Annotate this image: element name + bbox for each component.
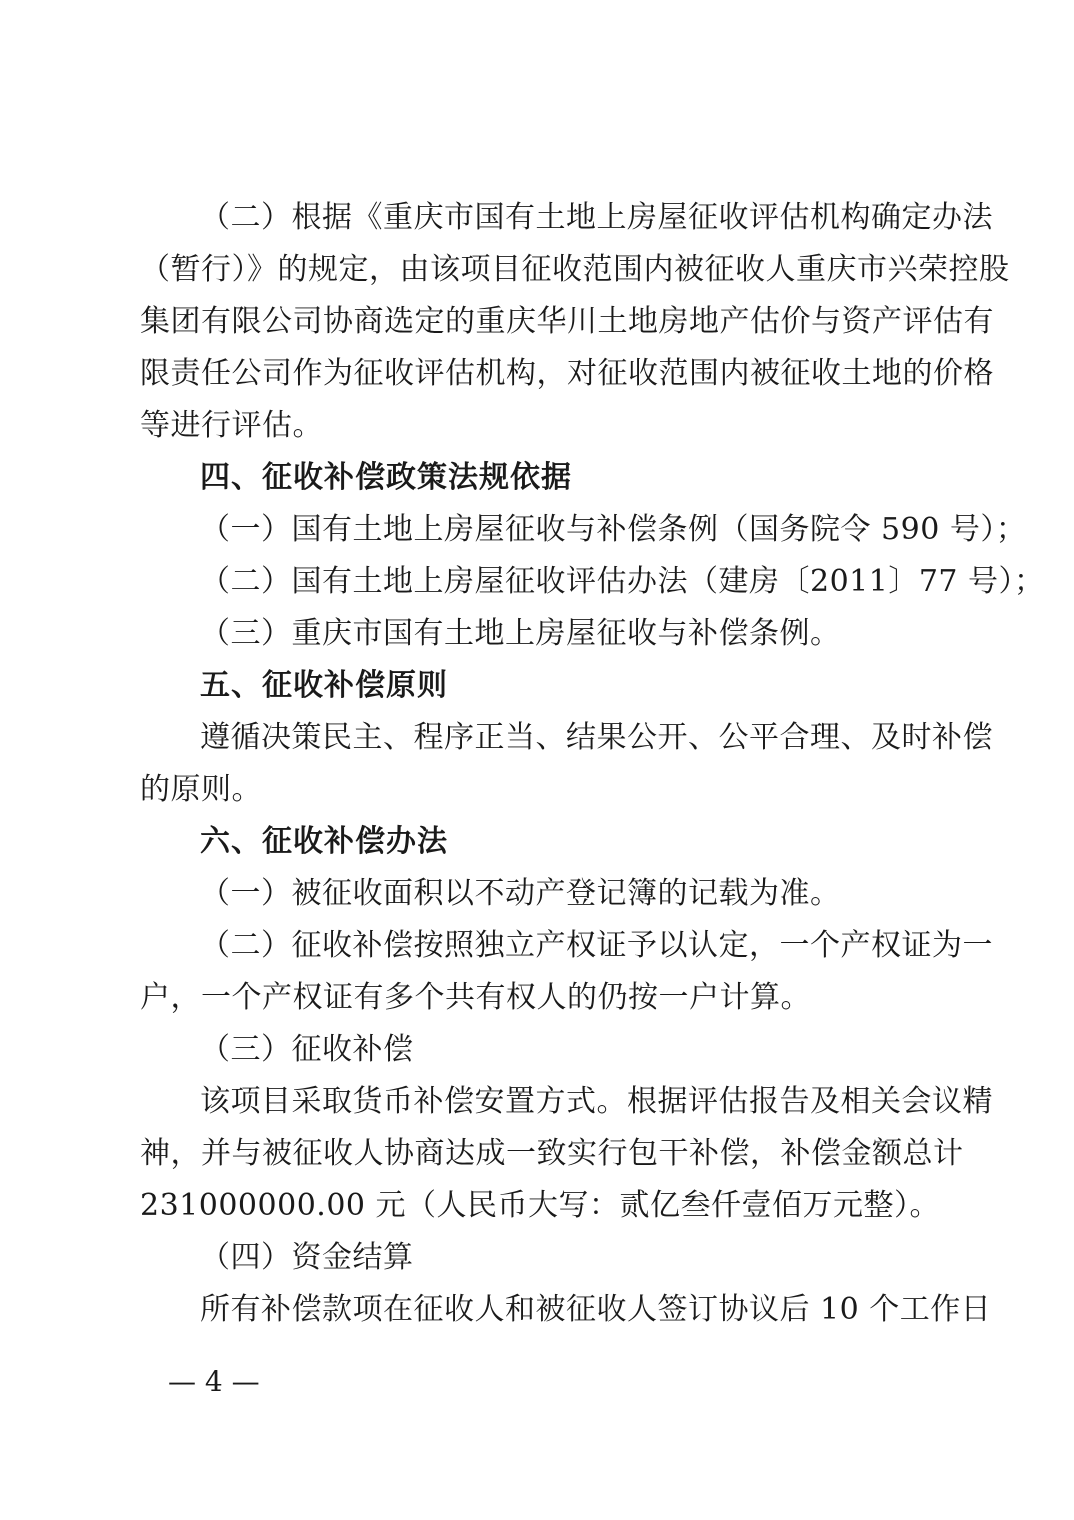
paragraph-line: 集团有限公司协商选定的重庆华川土地房地产估价与资产评估有 <box>140 304 994 339</box>
section-heading-6: 六、征收补偿办法 <box>200 824 448 859</box>
page-body <box>140 192 1045 1336</box>
paragraph-line: 该项目采取货币补偿安置方式。根据评估报告及相关会议精 <box>200 1084 993 1119</box>
paragraph-line: 231000000.00 元（人民币大写：贰亿叁仟壹佰万元整）。 <box>140 1188 941 1223</box>
paragraph-line: 遵循决策民主、程序正当、结果公开、公平合理、及时补偿 <box>200 720 993 755</box>
paragraph-line: （一）被征收面积以不动产登记簿的记载为准。 <box>200 876 841 911</box>
paragraph-line: （二）征收补偿按照独立产权证予以认定，一个产权证为一 <box>200 928 993 963</box>
page-number: — 4 — <box>168 1365 260 1398</box>
paragraph-line: （二）国有土地上房屋征收评估办法（建房〔2011〕77 号）； <box>200 564 1045 599</box>
paragraph-line: 的原则。 <box>140 772 262 807</box>
paragraph-line: （二）根据《重庆市国有土地上房屋征收评估机构确定办法 <box>200 200 993 235</box>
section-heading-5: 五、征收补偿原则 <box>200 668 448 703</box>
paragraph-line: （暂行）》的规定，由该项目征收范围内被征收人重庆市兴荣控股 <box>140 252 1010 287</box>
paragraph-line: 等进行评估。 <box>140 408 323 443</box>
paragraph-line: 户，一个产权证有多个共有权人的仍按一户计算。 <box>140 980 811 1015</box>
paragraph-line: （一）国有土地上房屋征收与补偿条例（国务院令 590 号）； <box>200 512 1027 547</box>
paragraph-line: （三）重庆市国有土地上房屋征收与补偿条例。 <box>200 616 841 651</box>
section-heading-4: 四、征收补偿政策法规依据 <box>200 460 572 495</box>
paragraph-line: （四）资金结算 <box>200 1240 414 1275</box>
paragraph-line: 神，并与被征收人协商达成一致实行包干补偿，补偿金额总计 <box>140 1136 964 1171</box>
paragraph-line: （三）征收补偿 <box>200 1032 414 1067</box>
paragraph-line: 所有补偿款项在征收人和被征收人签订协议后 10 个工作日 <box>200 1292 992 1327</box>
paragraph-line: 限责任公司作为征收评估机构，对征收范围内被征收土地的价格 <box>140 356 994 391</box>
